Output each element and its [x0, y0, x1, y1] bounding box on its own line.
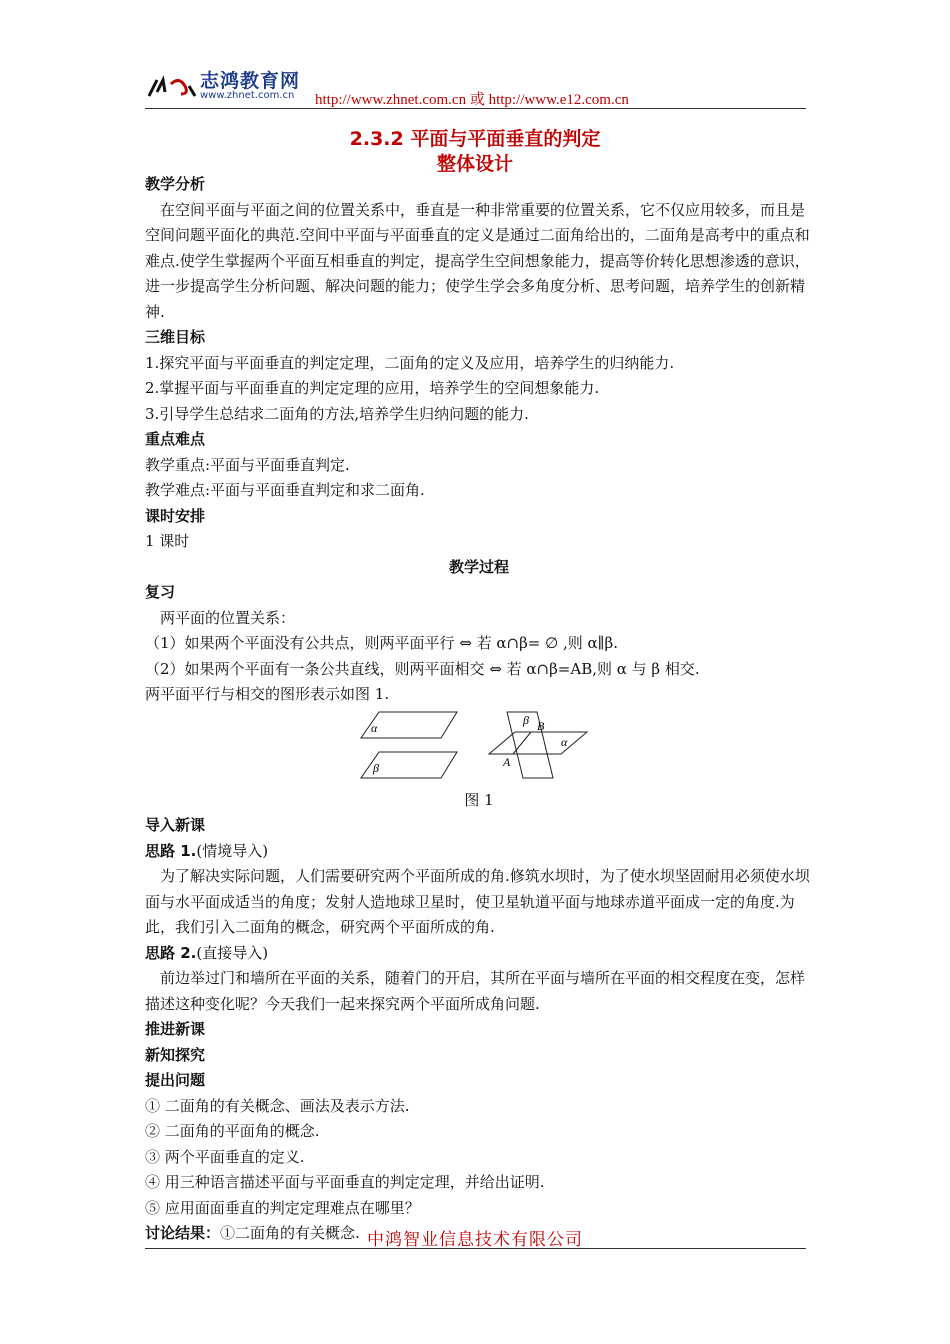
- question-item: ① 二面角的有关概念、画法及表示方法.: [145, 1096, 410, 1115]
- idea1-paragraph: 为了解决实际问题，人们需要研究两个平面所成的角.修筑水坝时，为了使水坝坚固耐用必须使水坝面与水平面成适当的角度；发射人造地球卫星时，使卫星轨道平面与地球赤道平面成一定的角度.为此，我们引入二面角的概念，研究两个平面所成的角.: [145, 867, 810, 936]
- page-header: [145, 66, 806, 110]
- result-label: 讨论结果：: [145, 1224, 221, 1242]
- schedule-heading: 课时安排: [145, 506, 206, 525]
- link-e12[interactable]: http://www.e12.com.cn: [488, 92, 629, 108]
- intro-heading: 导入新课: [145, 816, 206, 834]
- document-body: [145, 172, 813, 1247]
- review-item-2: （2）如果两个平面有一条公共直线，则两平面相交 ⇔ 若 α∩β=AB,则 α 与 β 相交.: [145, 659, 700, 678]
- goals-heading: 三维目标: [145, 328, 206, 346]
- logo-name: 志鸿教育网: [200, 70, 301, 92]
- goal-item: 2.掌握平面与平面垂直的判定定理的应用，培养学生的空间想象能力.: [145, 379, 600, 397]
- label-alpha-left: α: [371, 720, 378, 735]
- review-intro: 两平面的位置关系：: [160, 608, 296, 627]
- plane-beta-right: [507, 712, 553, 778]
- logo-mark-icon: [145, 74, 199, 100]
- plane-alpha-right: [489, 732, 587, 754]
- explore-heading: 新知探究: [145, 1045, 206, 1064]
- idea2-title: [145, 941, 813, 967]
- page-subtitle: 整体设计: [436, 153, 513, 175]
- page-title: 2.3.2 平面与平面垂直的判定: [349, 128, 601, 150]
- goal-item: 3.引导学生总结求二面角的方法,培养学生归纳问题的能力.: [145, 404, 529, 423]
- idea1-label: 思路 1.: [145, 841, 197, 860]
- page-footer: 中鸿智业信息技术有限公司: [367, 1230, 583, 1250]
- logo: [145, 66, 325, 106]
- key-point: 教学重点:平面与平面垂直判定.: [145, 455, 350, 474]
- header-links: [315, 88, 629, 109]
- idea2-paragraph: 前边举过门和墙所在平面的关系，随着门的开启，其所在平面与墙所在平面的相交程度在变，怎样描述这种变化呢？今天我们一起来探究两个平面所成角问题.: [145, 969, 806, 1013]
- key-heading: 重点难点: [145, 430, 206, 448]
- idea2-label: 思路 2.: [145, 943, 197, 962]
- intersection-line: [513, 732, 531, 754]
- review-item-1: （1）如果两个平面没有公共点，则两平面平行 ⇔ 若 α∩β= ∅ ,则 α∥β.: [145, 634, 618, 652]
- link-zhnet[interactable]: http://www.zhnet.com.cn: [315, 92, 467, 108]
- header-divider: [145, 108, 806, 109]
- or-text: 或: [466, 92, 489, 108]
- question-item: ② 二面角的平面角的概念.: [145, 1122, 320, 1140]
- new-lesson-heading: 推进新课: [145, 1020, 206, 1038]
- schedule-text: 1 课时: [145, 532, 190, 550]
- idea1-title: [145, 839, 813, 865]
- figure-caption: 图 1: [464, 790, 494, 809]
- label-B: B: [537, 718, 545, 733]
- question-item: ④ 用三种语言描述平面与平面垂直的判定定理，并给出证明.: [145, 1173, 545, 1191]
- planes-diagram: [355, 710, 595, 782]
- goal-item: 1.探究平面与平面垂直的判定定理，二面角的定义及应用，培养学生的归纳能力.: [145, 353, 675, 372]
- question-item: ③ 两个平面垂直的定义.: [145, 1147, 305, 1166]
- footer-divider: [145, 1248, 806, 1249]
- label-alpha-right: α: [561, 734, 568, 749]
- label-beta-left: β: [373, 760, 379, 775]
- logo-url: www.zhnet.com.cn: [200, 90, 295, 101]
- review-heading: 复习: [145, 583, 176, 601]
- result-text: ①二面角的有关概念.: [220, 1224, 360, 1242]
- analysis-paragraph: 在空间平面与平面之间的位置关系中，垂直是一种非常重要的位置关系，它不仅应用较多，而且是空间问题平面化的典范.空间中平面与平面垂直的定义是通过二面角给出的，二面角是高考中的重点和难点.使学生掌握两个平面互相垂直的判定，提高学生空间想象能力，提高等价转化思想渗透的意识，进一步提高学生分析问题、解决问题的能力；使学生学会多角度分析、思考问题，培养学生的创新精神.: [145, 200, 810, 321]
- review-figure-text: 两平面平行与相交的图形表示如图 1.: [145, 685, 390, 703]
- analysis-heading: 教学分析: [145, 175, 206, 193]
- question-heading: 提出问题: [145, 1071, 206, 1089]
- figure-1: [145, 708, 813, 788]
- difficult-point: 教学难点:平面与平面垂直判定和求二面角.: [145, 481, 425, 499]
- label-beta-right: β: [523, 712, 529, 727]
- question-item: ⑤ 应用面面垂直的判定定理难点在哪里？: [145, 1198, 420, 1217]
- idea1-tag: (情境导入): [196, 841, 269, 860]
- idea2-tag: (直接导入): [196, 943, 269, 962]
- process-heading: 教学过程: [448, 557, 509, 576]
- label-A: A: [503, 754, 511, 769]
